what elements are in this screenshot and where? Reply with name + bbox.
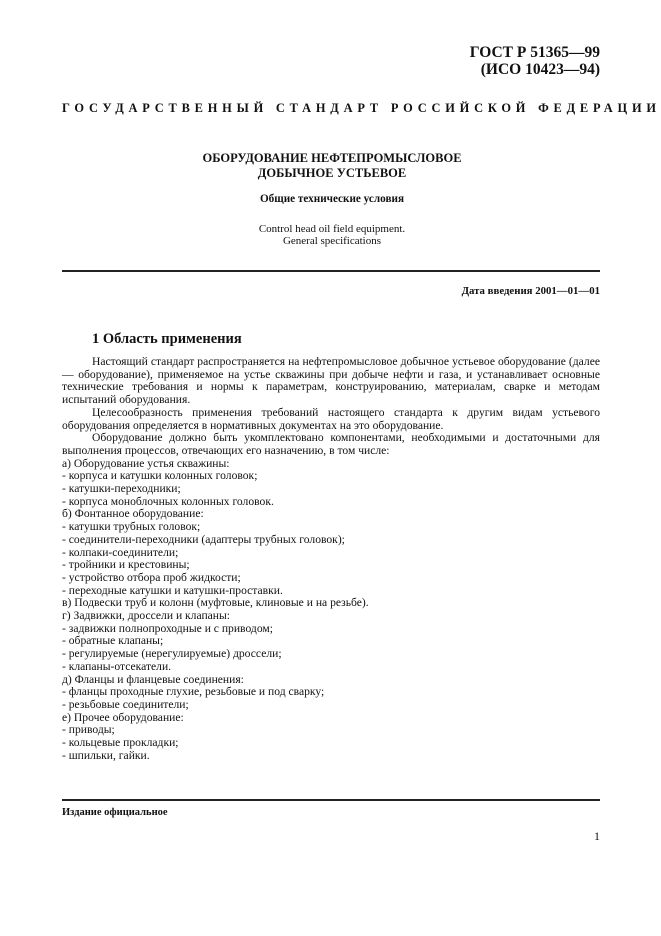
list-item: - переходные катушки и катушки-проставки. xyxy=(62,583,283,597)
list-item: - соединители-переходники (адаптеры трубных головок); xyxy=(62,532,345,546)
list-item: - колпаки-соединители; xyxy=(62,545,179,559)
title-divider xyxy=(62,270,600,272)
document-title-line2: ДОБЫЧНОЕ УСТЬЕВОЕ xyxy=(257,166,407,180)
paragraph: Оборудование должно быть укомплектовано компонентами, необходимыми и достаточными для выполнения процессов, отвечающих его назначению, в том числе: xyxy=(62,431,600,457)
section-body xyxy=(62,356,600,763)
document-title-line1: ОБОРУДОВАНИЕ НЕФТЕПРОМЫСЛОВОЕ xyxy=(202,151,462,165)
list-item: - корпуса моноблочных колонных головок. xyxy=(62,494,274,508)
standard-number: ГОСТ Р 51365—99 xyxy=(469,44,600,61)
iso-number: (ИСО 10423—94) xyxy=(480,61,600,78)
list-item: - катушки-переходники; xyxy=(62,482,181,496)
list-item: в) Подвески труб и колонн (муфтовые, клиновые и на резьбе). xyxy=(62,596,369,610)
document-title xyxy=(62,151,602,181)
list-item: - устройство отбора проб жидкости; xyxy=(62,570,241,584)
list-item: - катушки трубных головок; xyxy=(62,520,201,534)
list-item: - кольцевые прокладки; xyxy=(62,736,179,750)
state-standard-title: ГОСУДАРСТВЕННЫЙ СТАНДАРТ РОССИЙСКОЙ ФЕДЕРАЦИИ xyxy=(62,101,661,115)
list-item: а) Оборудование устья скважины: xyxy=(62,456,230,470)
list-item: е) Прочее оборудование: xyxy=(62,710,184,724)
paragraph: Настоящий стандарт распространяется на нефтепромысловое добычное устьевое оборудование (далее — оборудование), применяемое на устье скважины при добыче нефти и газа, и устанавливает основные технические требования и нормы к параметрам, конструированию, материалам, сварке и методам испытаний оборудования. xyxy=(62,355,600,407)
page-number: 1 xyxy=(594,829,600,843)
list-item: - клапаны-отсекатели. xyxy=(62,659,172,673)
list-item: - резьбовые соединители; xyxy=(62,697,189,711)
paragraph: Целесообразность применения требований настоящего стандарта к другим видам устьевого оборудования определяется в нормативных документах на это оборудование. xyxy=(62,405,600,432)
list-item: - задвижки полнопроходные и с приводом; xyxy=(62,621,273,635)
list-item: - регулируемые (нерегулируемые) дроссели; xyxy=(62,647,282,661)
english-title xyxy=(62,223,602,247)
official-edition-label: Издание официальное xyxy=(62,807,168,818)
english-title-line1: Control head oil field equipment. xyxy=(258,223,406,235)
list-item: - шпильки, гайки. xyxy=(62,748,150,762)
list-item: г) Задвижки, дроссели и клапаны: xyxy=(62,609,231,623)
section-heading: 1 Область применения xyxy=(92,331,242,347)
introduction-date: Дата введения 2001—01—01 xyxy=(461,285,600,297)
english-title-line2: General specifications xyxy=(282,235,382,247)
list-item: - приводы; xyxy=(62,723,115,737)
list-item: - корпуса и катушки колонных головок; xyxy=(62,469,258,483)
list-item: - тройники и крестовины; xyxy=(62,558,190,572)
list-item: б) Фонтанное оборудование: xyxy=(62,507,204,521)
footer-divider xyxy=(62,799,600,801)
document-subtitle: Общие технические условия xyxy=(259,193,405,205)
list-item: - фланцы проходные глухие, резьбовые и под сварку; xyxy=(62,685,325,699)
standard-identifiers xyxy=(340,44,600,78)
list-item: д) Фланцы и фланцевые соединения: xyxy=(62,672,244,686)
list-item: - обратные клапаны; xyxy=(62,634,164,648)
